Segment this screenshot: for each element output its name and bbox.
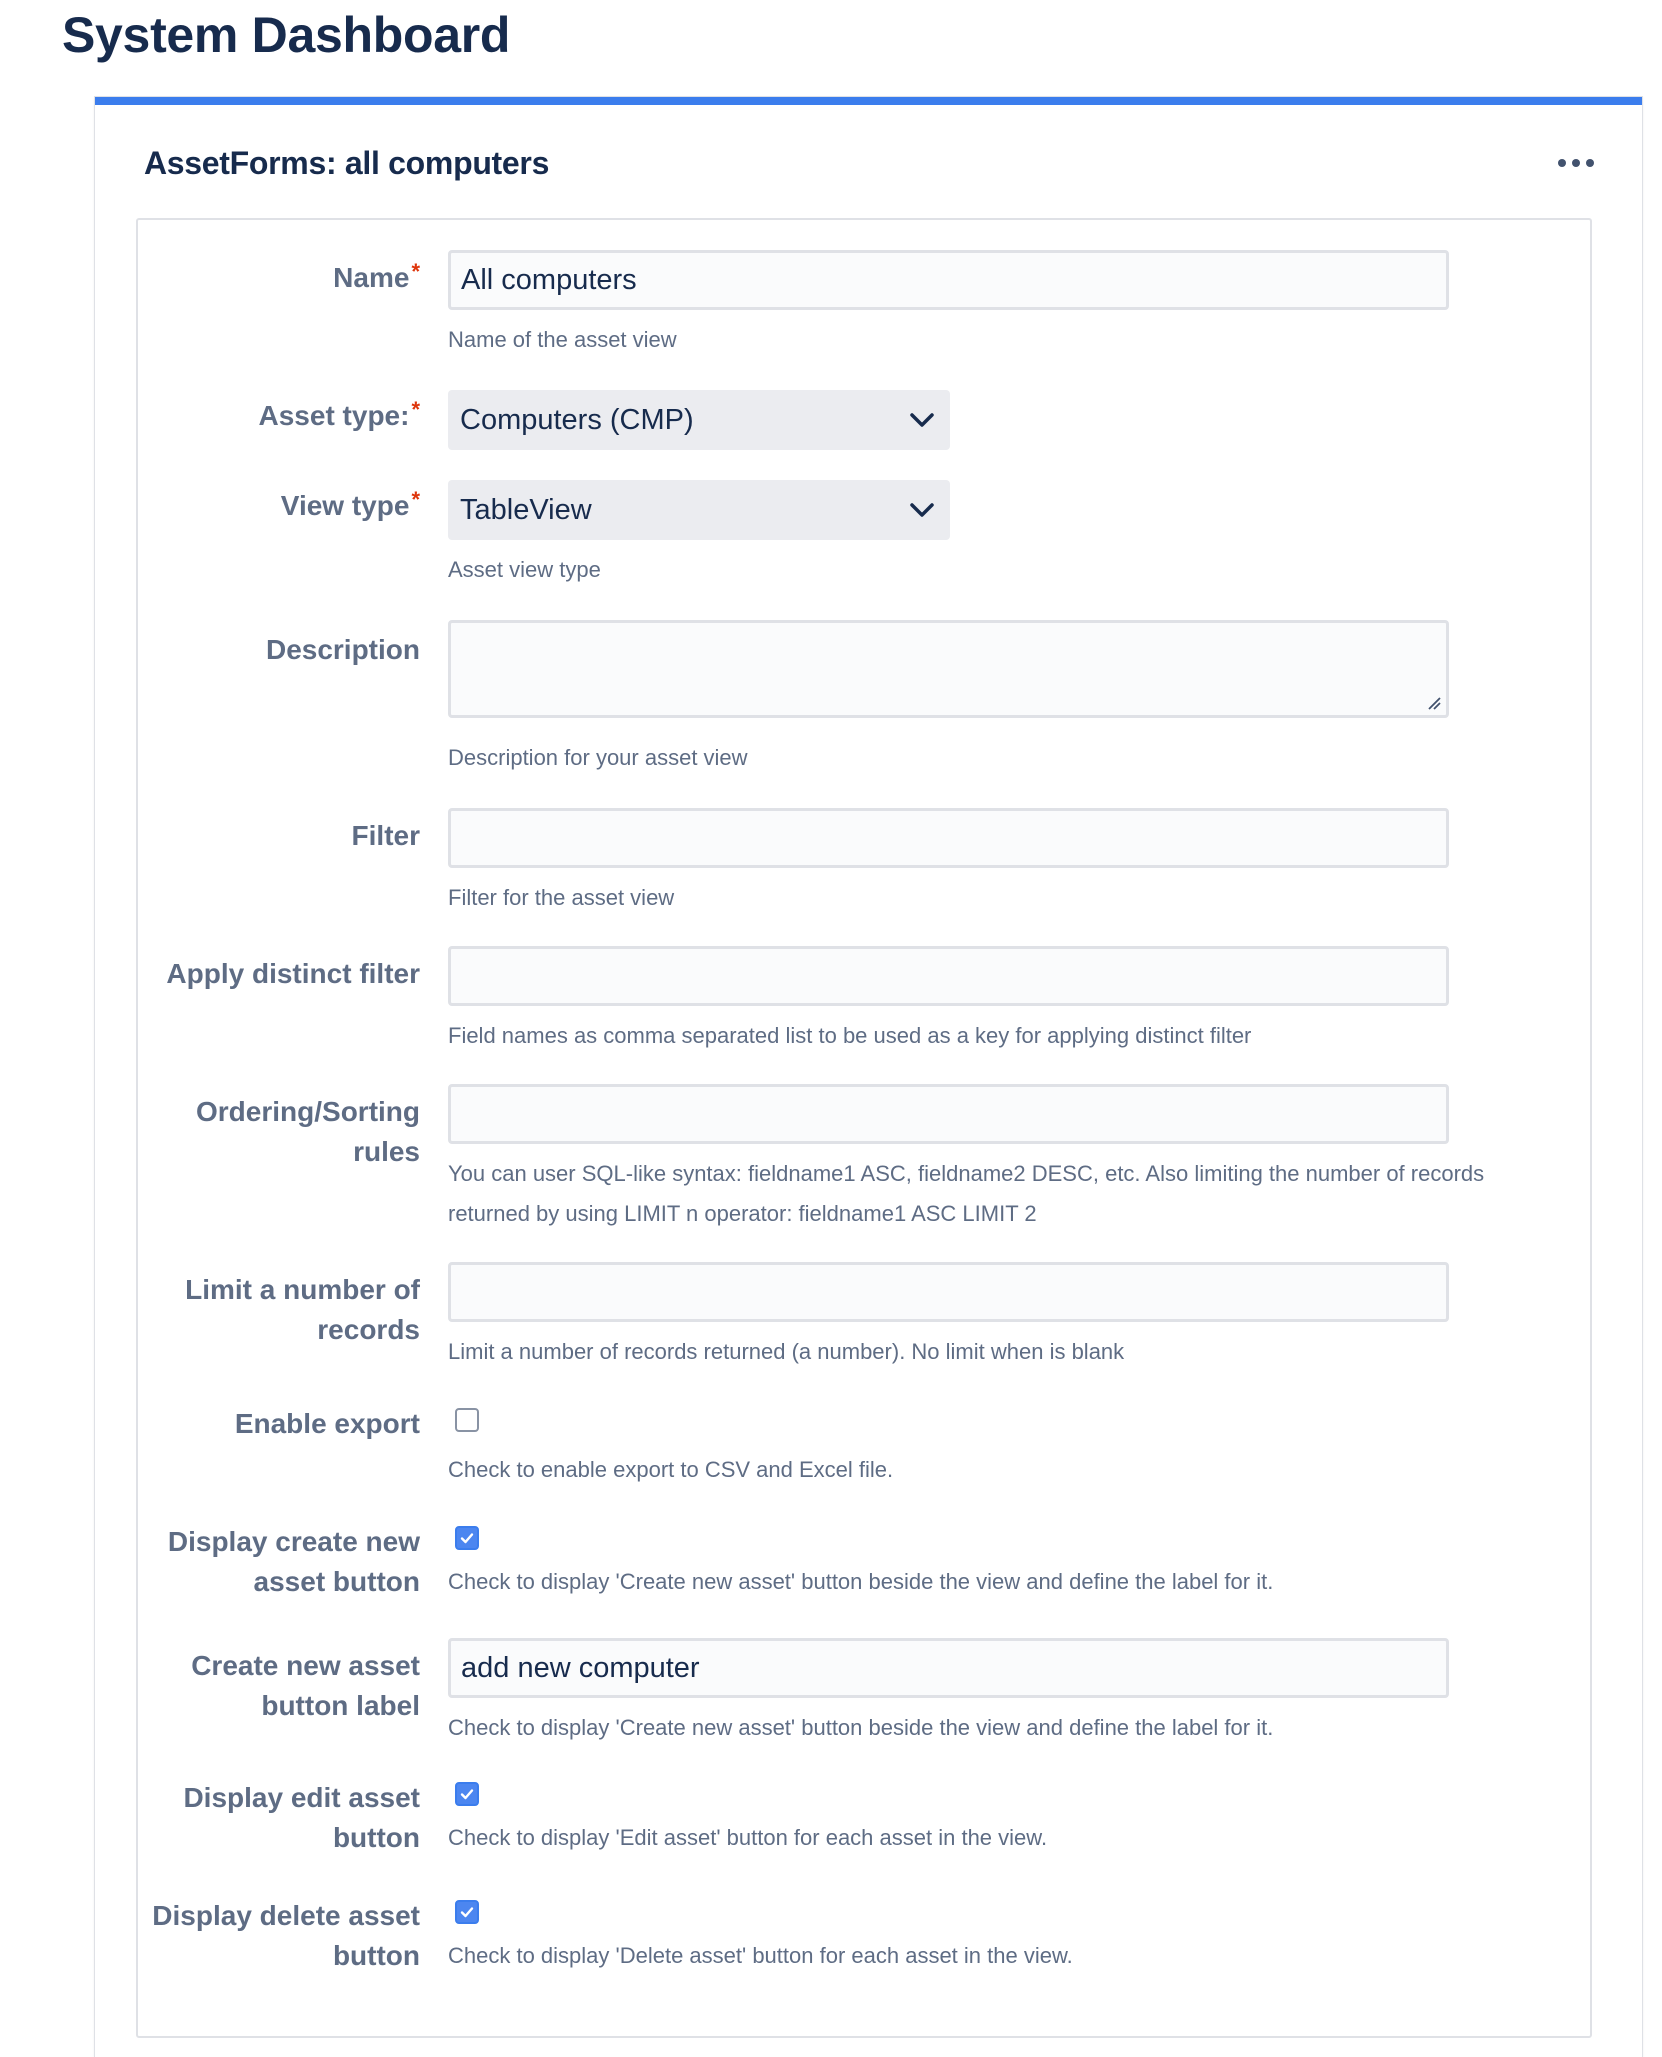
asset-type-select[interactable] (448, 390, 950, 450)
name-label: Name* (333, 259, 420, 293)
more-horizontal-icon[interactable] (1558, 153, 1594, 173)
enable-export-checkbox[interactable] (455, 1408, 479, 1432)
checkmark-icon (459, 1530, 475, 1546)
description-label: Description (265, 634, 420, 665)
view-type-help: Asset view type (448, 557, 601, 582)
display-create-checkbox[interactable] (455, 1526, 479, 1550)
distinct-filter-label: Apply distinct filter (166, 958, 420, 989)
display-create-label: Display create new asset button (167, 1526, 420, 1597)
display-edit-checkbox[interactable] (455, 1782, 479, 1806)
limit-help: Limit a number of records returned (a number). No limit when is blank (448, 1339, 1125, 1364)
view-type-value: TableView (460, 494, 592, 526)
asset-type-value: Computers (CMP) (460, 404, 694, 436)
distinct-filter-help: Field names as comma separated list to be used as a key for applying distinct filter (448, 1023, 1252, 1048)
create-label-help: Check to display 'Create new asset' button beside the view and define the label for it. (448, 1715, 1274, 1740)
display-delete-help: Check to display 'Delete asset' button for each asset in the view. (448, 1943, 1073, 1968)
create-label-label: Create new asset button label (191, 1650, 420, 1721)
chevron-down-icon (908, 498, 936, 522)
checkmark-icon (459, 1904, 475, 1920)
resize-grip-icon[interactable] (1426, 695, 1442, 711)
view-type-label: View type* (280, 487, 420, 521)
enable-export-help: Check to enable export to CSV and Excel file. (448, 1457, 894, 1482)
description-textarea[interactable] (448, 620, 1449, 718)
display-create-help: Check to display 'Create new asset' button beside the view and define the label for it. (448, 1569, 1274, 1594)
distinct-filter-input[interactable] (448, 946, 1449, 1006)
filter-label: Filter (351, 820, 420, 851)
description-help: Description for your asset view (448, 745, 748, 770)
display-edit-label: Display edit asset button (183, 1782, 420, 1853)
page-title: System Dashboard (62, 7, 511, 63)
checkmark-icon (459, 1786, 475, 1802)
filter-input[interactable] (448, 808, 1449, 868)
asset-view-form (136, 218, 1592, 2038)
asset-type-label: Asset type:* (258, 397, 420, 431)
name-help: Name of the asset view (448, 327, 677, 352)
display-edit-help: Check to display 'Edit asset' button for each asset in the view. (448, 1825, 1048, 1850)
limit-label: Limit a number of records (185, 1274, 420, 1345)
display-delete-label: Display delete asset button (152, 1900, 420, 1971)
enable-export-label: Enable export (234, 1408, 420, 1439)
ordering-label: Ordering/Sorting rules (196, 1096, 420, 1167)
ordering-input[interactable] (448, 1084, 1449, 1144)
name-input[interactable] (448, 250, 1449, 310)
gadget-title: AssetForms: all computers (144, 145, 550, 181)
chevron-down-icon (908, 408, 936, 432)
limit-input[interactable] (448, 1262, 1449, 1322)
view-type-select[interactable] (448, 480, 950, 540)
display-delete-checkbox[interactable] (455, 1900, 479, 1924)
gadget-panel (95, 97, 1642, 2057)
filter-help: Filter for the asset view (448, 885, 675, 910)
create-label-input[interactable] (448, 1638, 1449, 1698)
ordering-help: You can user SQL-like syntax: fieldname1 ASC, fieldname2 DESC, etc. Also limiting the number of records returned by using LIMIT n operator: fieldname1 ASC LIMIT 2 (448, 1161, 1485, 1226)
